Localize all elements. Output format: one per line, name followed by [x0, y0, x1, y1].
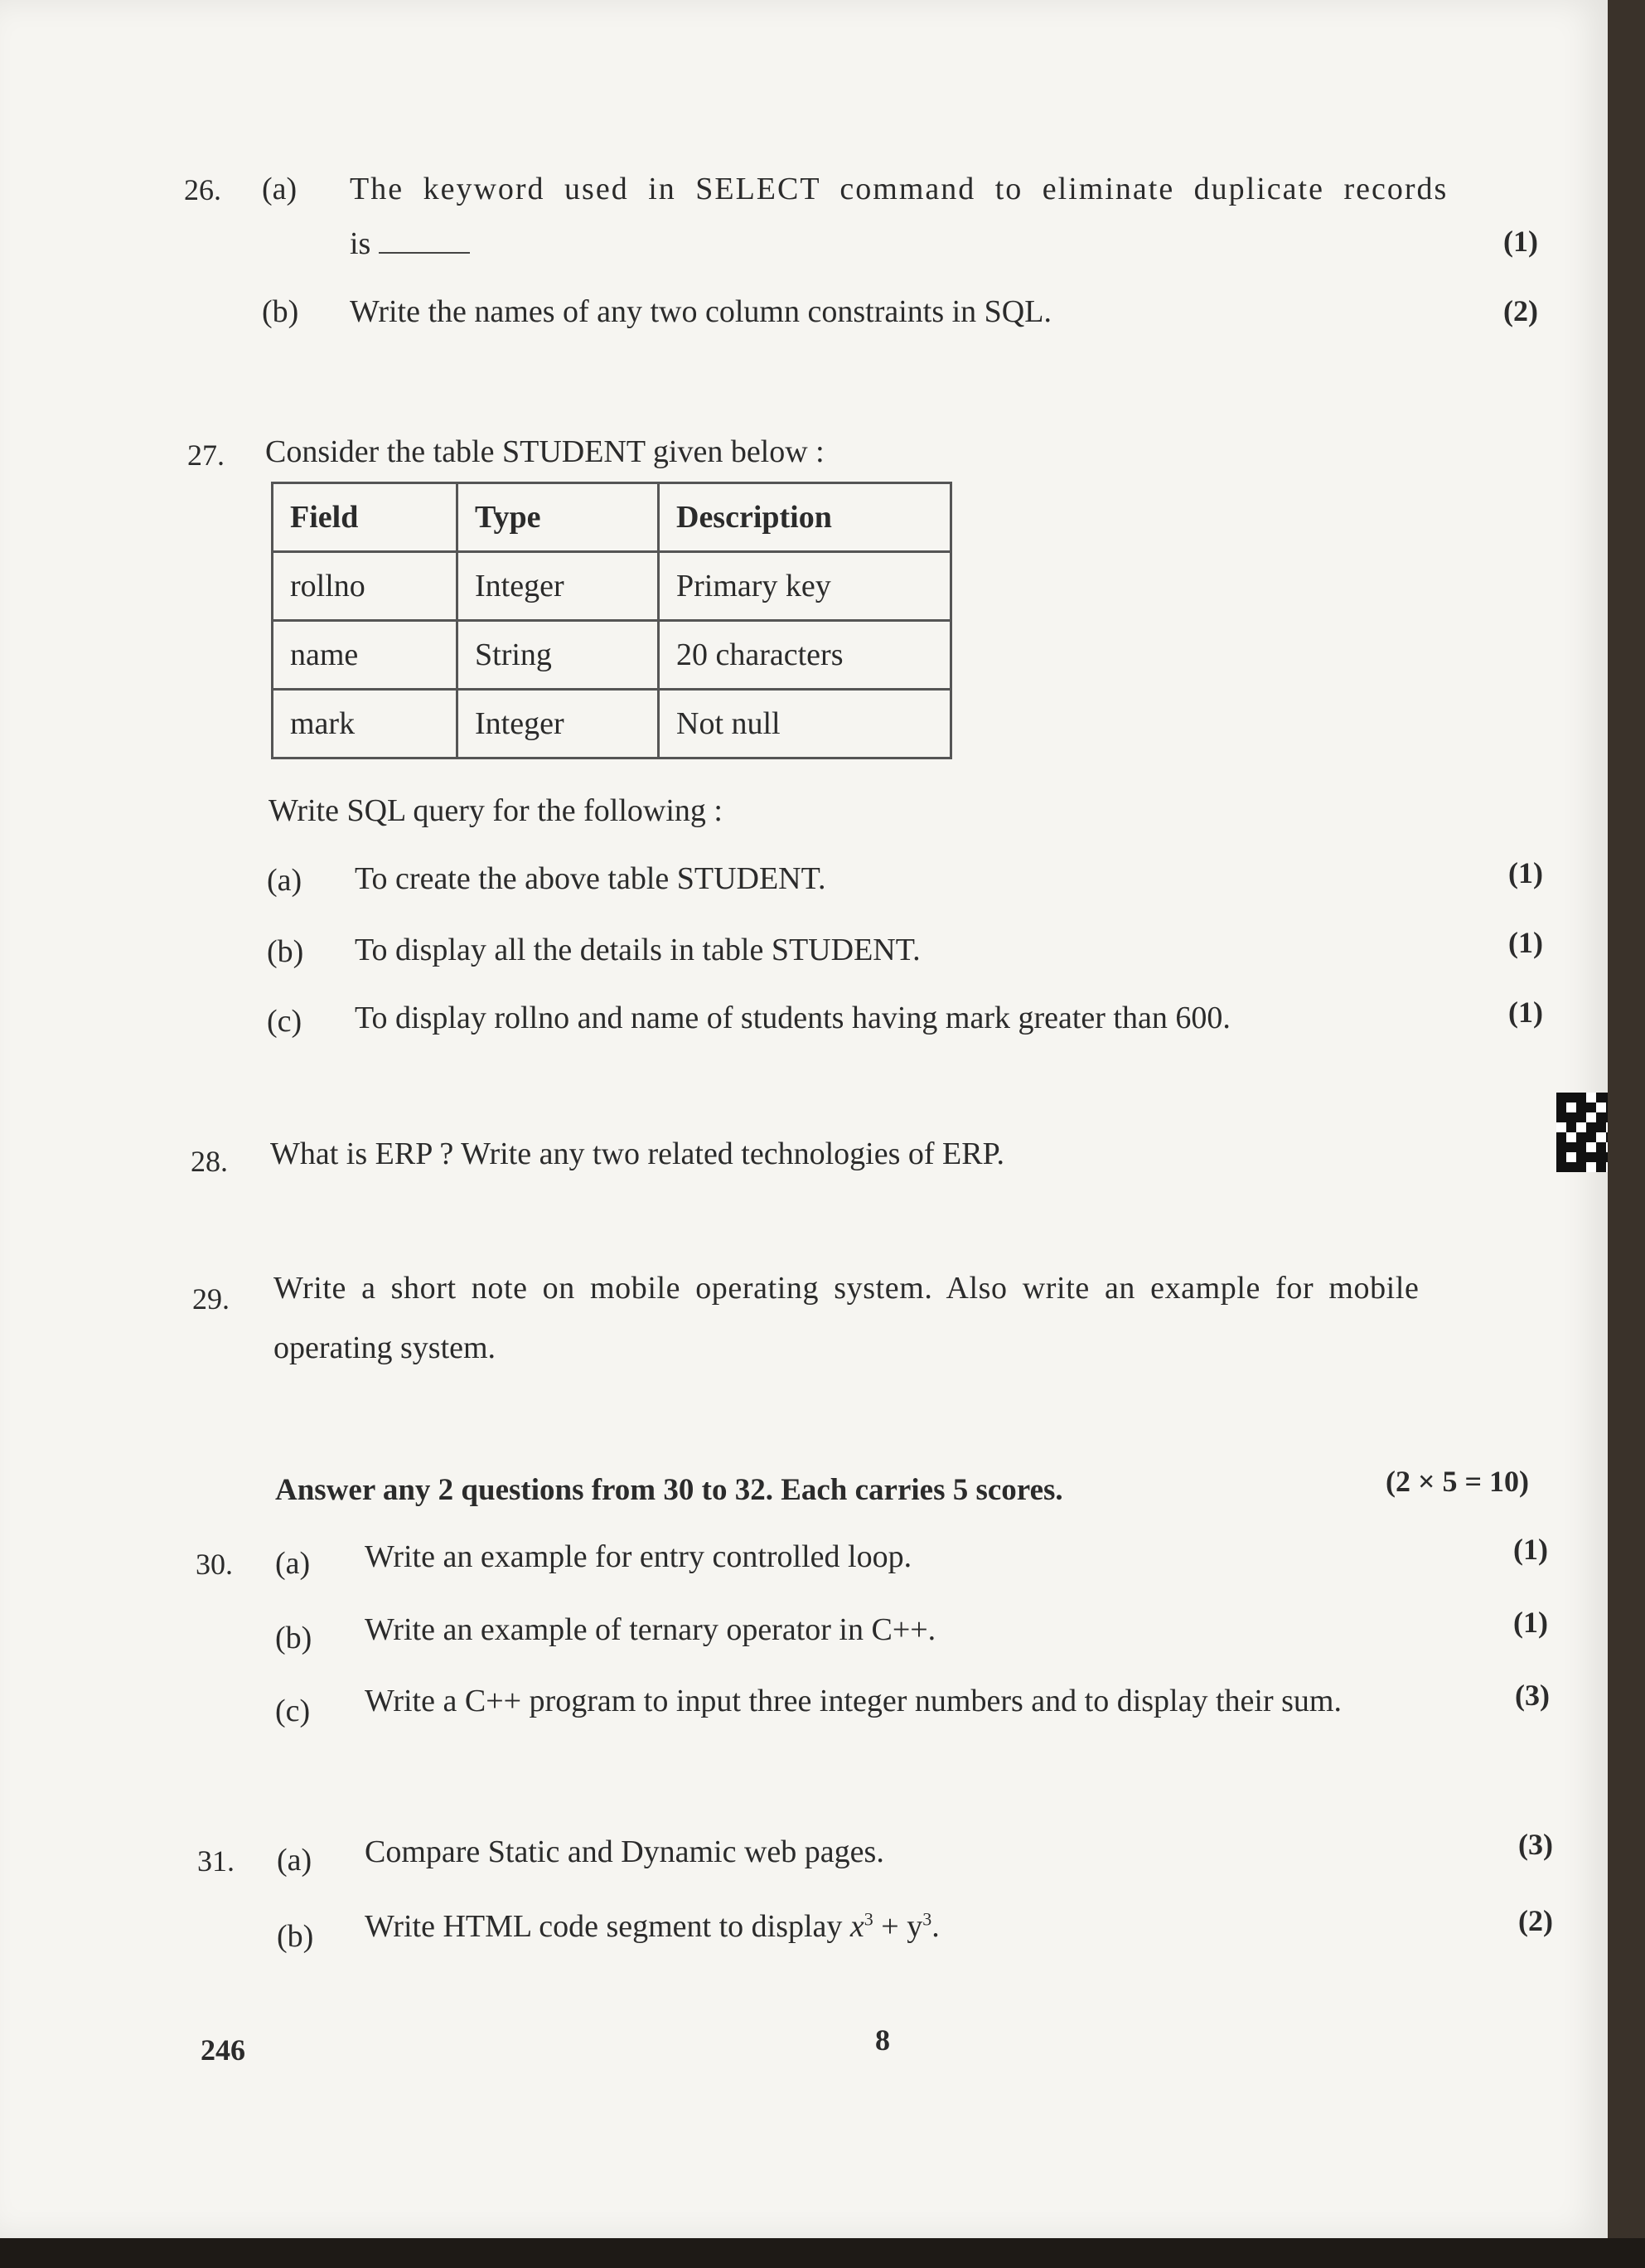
q31b-exp2: 3	[922, 1908, 932, 1930]
q27-write: Write SQL query for the following :	[269, 793, 723, 828]
q30c-label: (c)	[275, 1694, 311, 1728]
table-cell: mark	[273, 690, 457, 758]
q31a-text: Compare Static and Dynamic web pages.	[365, 1834, 884, 1869]
q30-number: 30.	[196, 1548, 233, 1581]
table-header: Description	[659, 483, 951, 552]
q26a-text	[350, 171, 1489, 207]
q31-number: 31.	[197, 1844, 235, 1878]
q26b-label: (b)	[262, 294, 299, 329]
page-edge	[1608, 0, 1645, 2268]
paper-code: 246	[201, 2033, 245, 2067]
q29-text: Write a short note on mobile operating system. Also write an example for mobile	[273, 1271, 1420, 1306]
q28-number: 28.	[191, 1145, 228, 1178]
q31b-end: .	[931, 1909, 940, 1944]
q26b-text: Write the names of any two column constraints in SQL.	[350, 294, 1052, 329]
table-row	[273, 690, 951, 758]
q30a-text: Write an example for entry controlled loop.	[365, 1539, 912, 1574]
q31b-text	[365, 1908, 940, 1945]
q31b-text-pre: Write HTML code segment to display	[365, 1909, 850, 1944]
q27c-mark: (1)	[1508, 996, 1543, 1029]
q30a-label: (a)	[275, 1546, 311, 1581]
q27-intro: Consider the table STUDENT given below :	[265, 434, 825, 469]
q31b-label: (b)	[277, 1919, 314, 1954]
table-cell: String	[457, 621, 659, 690]
q28-text: What is ERP ? Write any two related technologies of ERP.	[270, 1136, 1005, 1171]
q26a-blank	[379, 252, 470, 254]
q26a-mark: (1)	[1503, 225, 1538, 258]
q27c-label: (c)	[267, 1004, 302, 1039]
q26a-line1: The keyword used in SELECT command to eliminate duplicate records	[350, 172, 1449, 206]
q26-number: 26.	[184, 173, 221, 206]
q27a-mark: (1)	[1508, 856, 1543, 889]
table-cell: Integer	[457, 552, 659, 621]
table-header: Type	[457, 483, 659, 552]
q26a-is: is	[350, 226, 371, 261]
q27b-label: (b)	[267, 934, 304, 969]
table-cell: rollno	[273, 552, 457, 621]
q27a-label: (a)	[267, 863, 302, 898]
q26a-label: (a)	[262, 172, 298, 206]
q27-number: 27.	[187, 439, 225, 472]
table-row	[273, 621, 951, 690]
q31b-mark: (2)	[1518, 1904, 1553, 1937]
q31b-exp1: 3	[864, 1908, 873, 1930]
q31b-var-x: x	[849, 1909, 864, 1944]
q31a-label: (a)	[277, 1843, 312, 1878]
table-cell: Integer	[457, 690, 659, 758]
q30c-text: Write a C++ program to input three integer numbers and to display their sum.	[365, 1684, 1342, 1718]
q29-number: 29.	[192, 1282, 230, 1316]
table-header-row	[273, 483, 951, 552]
q29-text2: operating system.	[273, 1330, 496, 1365]
section-marks: (2 × 5 = 10)	[1386, 1465, 1530, 1498]
q26b-mark: (2)	[1503, 294, 1538, 327]
table-header: Field	[273, 483, 457, 552]
section-instruction: Answer any 2 questions from 30 to 32. Each carries 5 scores.	[275, 1473, 1063, 1507]
q30b-text: Write an example of ternary operator in C++.	[365, 1612, 936, 1647]
q27c-text: To display rollno and name of students having mark greater than 600.	[355, 1001, 1231, 1035]
table-cell: Not null	[659, 690, 951, 758]
page-number: 8	[875, 2023, 890, 2057]
q27a-text: To create the above table STUDENT.	[355, 861, 826, 896]
q31b-plus-y: + y	[873, 1909, 923, 1944]
table-cell: name	[273, 621, 457, 690]
student-table	[271, 482, 952, 759]
table-row	[273, 552, 951, 621]
table-cell: Primary key	[659, 552, 951, 621]
q31a-mark: (3)	[1518, 1828, 1553, 1861]
desk-surface	[0, 2238, 1645, 2268]
q30b-label: (b)	[275, 1621, 312, 1655]
q30b-mark: (1)	[1513, 1606, 1548, 1639]
table-cell: 20 characters	[659, 621, 951, 690]
q26a-line2	[350, 225, 470, 262]
q27b-mark: (1)	[1508, 926, 1543, 959]
q30c-mark: (3)	[1515, 1679, 1550, 1712]
q30a-mark: (1)	[1513, 1533, 1548, 1566]
q27b-text: To display all the details in table STUDENT.	[355, 933, 921, 967]
